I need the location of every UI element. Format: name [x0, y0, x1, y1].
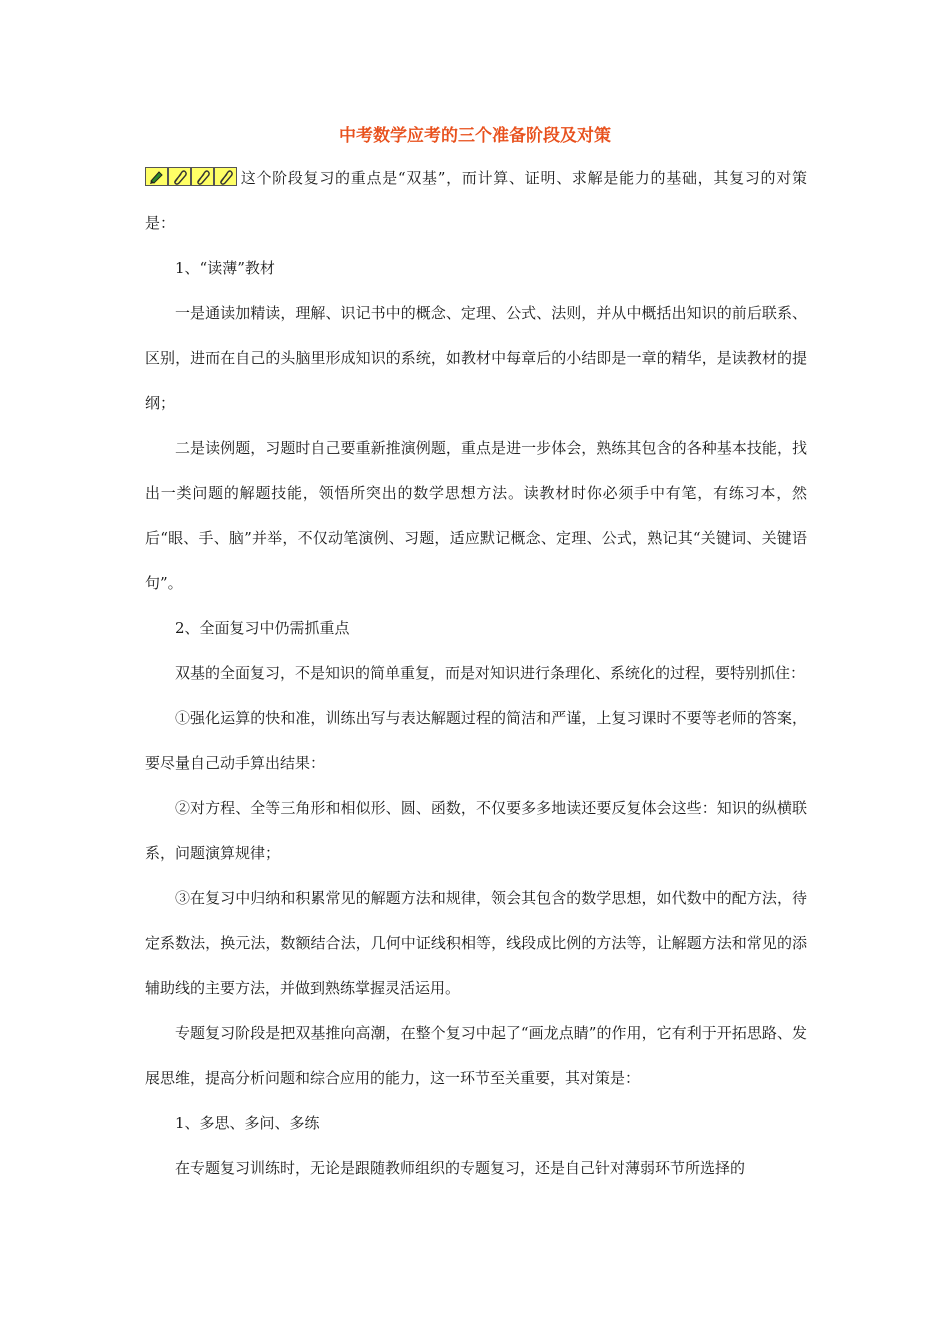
paragraph-text: 这个阶段复习的重点是“双基”，而计算、证明、求解是能力的基础，其复习的对策是：: [145, 169, 807, 232]
list-item-1: ①强化运算的快和准，训练出写与表达解题过程的简洁和严谨，上复习课时不要等老师的答案，要尽量自己动手算出结果：: [145, 709, 807, 772]
section-heading-2: 2、全面复习中仍需抓重点: [175, 619, 350, 637]
paperclip-icon: [215, 168, 237, 186]
pencil-icon: [146, 168, 168, 186]
paperclip-icon: [192, 168, 214, 186]
section-heading-1: 1、“读薄”教材: [175, 259, 275, 277]
paperclip-icon: [169, 168, 191, 186]
paragraph-3: 二是读例题，习题时自己要重新推演例题，重点是进一步体会，熟练其包含的各种基本技能，找出一类问题的解题技能，领悟所突出的数学思想方法。读教材时你必须手中有笔，有练习本，然后“眼、手、脑”并举，不仅动笔演例、习题，适应默记概念、定理、公式，熟记其“关键词、关键语句”。: [145, 439, 807, 592]
paragraph-6: 在专题复习训练时，无论是跟随教师组织的专题复习，还是自己针对薄弱环节所选择的: [175, 1159, 746, 1177]
list-item-3: ③在复习中归纳和积累常见的解题方法和规律，领会其包含的数学思想，如代数中的配方法，待定系数法，换元法，数额结合法，几何中证线积相等，线段成比例的方法等，让解题方法和常见的添辅助线的主要方法，并做到熟练掌握灵活运用。: [145, 889, 807, 997]
document-body: [145, 156, 807, 1191]
paragraph-4: 双基的全面复习，不是知识的简单重复，而是对知识进行条理化、系统化的过程，要特别抓住：: [175, 664, 806, 682]
section-heading-3: 1、多思、多问、多练: [175, 1114, 320, 1132]
icon-strip: [145, 167, 239, 186]
paragraph-2: 一是通读加精读，理解、识记书中的概念、定理、公式、法则，并从中概括出知识的前后联系、区别，进而在自己的头脑里形成知识的系统，如教材中每章后的小结即是一章的精华，是读教材的提纲；: [145, 304, 807, 412]
paragraph-5: 专题复习阶段是把双基推向高潮，在整个复习中起了“画龙点睛”的作用，它有利于开拓思路、发展思维，提高分析问题和综合应用的能力，这一环节至关重要，其对策是：: [145, 1024, 807, 1087]
document-title: 中考数学应考的三个准备阶段及对策: [339, 126, 611, 146]
list-item-2: ②对方程、全等三角形和相似形、圆、函数，不仅要多多地读还要反复体会这些：知识的纵横联系，问题演算规律；: [145, 799, 807, 862]
paragraph-1: [145, 156, 807, 246]
